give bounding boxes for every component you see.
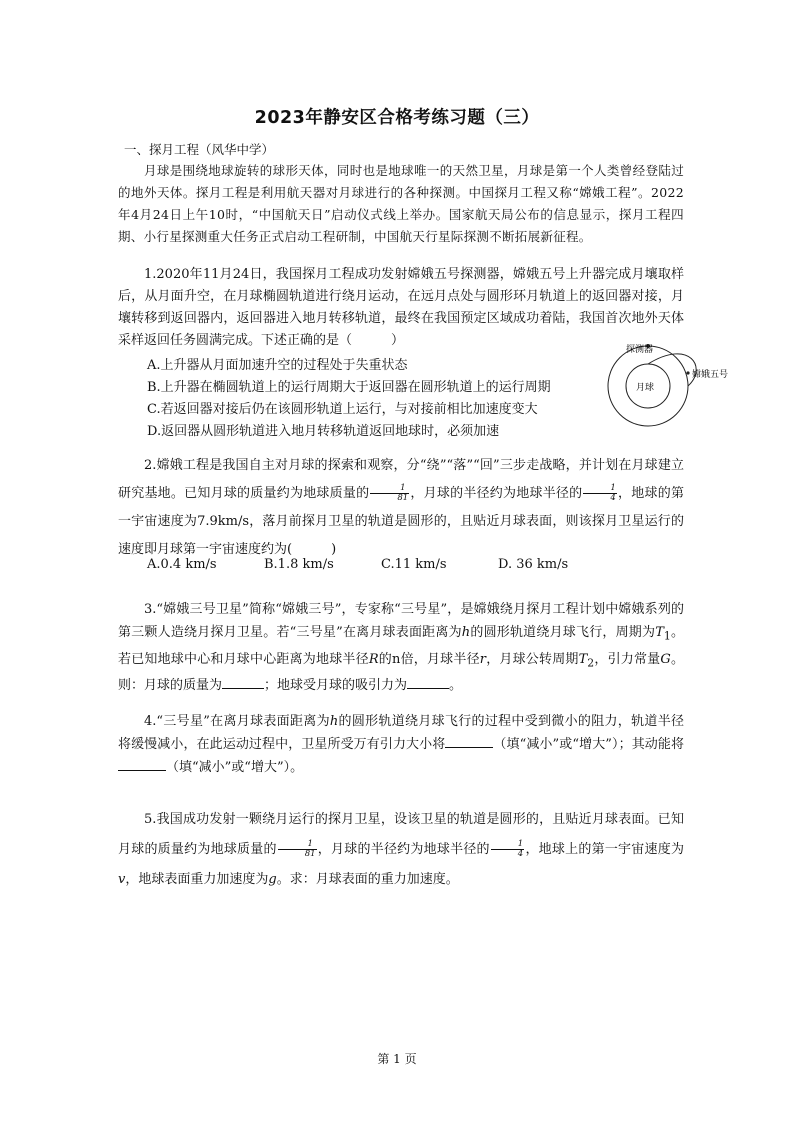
q3-text-9: 。 [449, 678, 463, 694]
q3-text-2: 的圆形轨道绕月球飞行，周期为 [470, 625, 656, 640]
question-2-stem [118, 452, 684, 564]
q5-text-5: 。求：月球表面的重力加速度。 [276, 872, 459, 887]
elliptical-orbit [648, 354, 696, 386]
frac-num: 1 [491, 840, 524, 850]
q4-answer-blank-2[interactable] [118, 758, 166, 771]
page-footer: 第 1 页 [377, 1052, 417, 1066]
q5-text-2: ，月球的半径约为地球半径的 [317, 842, 490, 857]
question-2-options [147, 557, 615, 572]
q2-text-2: ，月球的半径约为地球半径的 [410, 486, 583, 501]
q5-fraction-radius [491, 840, 524, 859]
question-1-option-c: C.若返回器对接后仍在该圆形轨道上运行，与对接前相比加速度变大 [147, 402, 538, 417]
var-h: h [329, 714, 339, 729]
q3-text-1: 3.“嫦娥三号卫星”简称“嫦娥三号”，专家称“三号星”，是嫦娥绕月探月工程计划中嫦娥系列的第三颗人造绕月探月卫星。若“三号星”在离月球表面距离为 [118, 602, 684, 640]
q5-text-3: ，地球上的第一宇宙速度为 [525, 842, 684, 857]
q4-text-4: （填“减小”或“增大”）。 [166, 760, 304, 775]
question-4-stem [118, 710, 684, 779]
frac-den: 81 [304, 849, 316, 859]
question-1-option-b: B.上升器在椭圆轨道上的运行周期大于返回器在圆形轨道上的运行周期 [147, 380, 551, 395]
ce5-label: 嫦娥五号 [692, 370, 729, 380]
var-g: G [660, 651, 671, 667]
q3-text-3: 。若已知地球中心和月球中心距离为地球半径 [118, 625, 684, 667]
frac-den: 4 [517, 849, 524, 859]
question-1-option-a: A.上升器从月面加速升空的过程处于失重状态 [147, 358, 408, 373]
q5-text-4: ，地球表面重力加速度为 [125, 872, 269, 887]
probe-label: 探测器 [626, 345, 654, 355]
question-3-stem [118, 598, 684, 697]
q2-text-3: ，地球的第一宇宙速度为7.9km/s，落月前探月卫星的轨道是圆形的，且贴近月球表面，则该探月卫星运行的速度即月球第一宇宙速度约为( ) [118, 486, 684, 557]
var-t1-sub: 1 [663, 629, 671, 643]
frac-den: 4 [610, 493, 616, 503]
intro-paragraph: 月球是围绕地球旋转的球形天体，同时也是地球唯一的天然卫星，月球是第一个人类曾经登陆过的地外天体。探月工程是利用航天器对月球进行的各种探测。中国探月工程又称“嫦娥工程”。2022年4月24日上午10时，“中国航天日”启动仪式线上举办。国家航天局公布的信息显示，探月工程四期、小行星探测重大任务正式启动工程研制，中国航天行星际探测不断拓展新征程。 [118, 163, 684, 244]
q4-text-2: 的圆形轨道绕月球飞行的过程中受到微小的阻力，轨道半径将缓慢减小，在此运动过程中，卫星所受万有引力大小将 [118, 714, 684, 752]
q2-fraction-mass [370, 484, 409, 503]
q3-text-8: ；地球受月球的吸引力为 [264, 678, 408, 694]
var-t2-sub: 2 [587, 656, 595, 670]
var-g-accel: g [268, 872, 277, 887]
frac-den: 81 [397, 493, 409, 503]
var-t2: T [578, 651, 588, 667]
question-2-option-d: D. 36 km/s [498, 557, 569, 572]
q2-fraction-radius [583, 484, 616, 503]
q5-text-1: 5.我国成功发射一颗绕月运行的探月卫星，设该卫星的轨道是圆形的，且贴近月球表面。已知月球的质量约为地球质量的 [118, 812, 684, 857]
section-heading: 一、探月工程（风华中学） [124, 142, 275, 157]
q3-text-4: 的n倍，月球半径 [378, 651, 480, 667]
question-2-option-b: B.1.8 km/s [264, 557, 334, 572]
q2-text-1: 2.嫦娥工程是我国自主对月球的探索和观察，分“绕”“落”“回”三步走战略，并计划在月球建立研究基地。已知月球的质量约为地球质量的 [118, 458, 684, 501]
var-r-earth: R [368, 651, 379, 667]
q3-text-5: ，月球公转周期 [486, 651, 579, 667]
var-v: v [118, 872, 126, 887]
var-t1: T [655, 625, 664, 640]
question-1-option-d: D.返回器从圆形轨道进入地月转移轨道返回地球时，必须加速 [147, 424, 500, 439]
question-5-stem [118, 805, 684, 895]
ce5-dot [686, 371, 689, 374]
q3-answer-blank-2[interactable] [407, 676, 449, 689]
q4-text-1: 4.“三号星”在离月球表面距离为 [144, 714, 330, 729]
q5-fraction-mass [278, 840, 317, 859]
frac-num: 1 [583, 484, 616, 494]
page-title: 2023年静安区合格考练习题（三） [254, 108, 540, 128]
q3-text-6: ，引力常量 [594, 651, 661, 667]
q3-text-7: 。则：月球的质量为 [118, 651, 684, 694]
q4-text-3: （填“减小”或“增大”）；其动能将 [493, 737, 684, 752]
moon-label: 月球 [636, 383, 655, 393]
frac-num: 1 [278, 840, 317, 850]
q4-answer-blank-1[interactable] [445, 735, 493, 748]
question-2-option-a: A.0.4 km/s [147, 557, 217, 572]
var-r-moon: r [479, 651, 486, 667]
orbit-diagram [600, 338, 750, 438]
var-h: h [461, 625, 471, 640]
question-1-stem: 1.2020年11月24日，我国探月工程成功发射嫦娥五号探测器，嫦娥五号上升器完成月壤取样后，从月面升空，在月球椭圆轨道进行绕月运动，在远月点处与圆形环月轨道上的返回器对接，月壤转移到返回器内，返回器进入地月转移轨道，最终在我国预定区域成功着陆，我国首次地外天体采样返回任务圆满完成。下述正确的是（ ） [118, 267, 684, 348]
q3-answer-blank-1[interactable] [222, 676, 264, 689]
frac-num: 1 [370, 484, 409, 494]
question-2-option-c: C.11 km/s [381, 557, 447, 572]
